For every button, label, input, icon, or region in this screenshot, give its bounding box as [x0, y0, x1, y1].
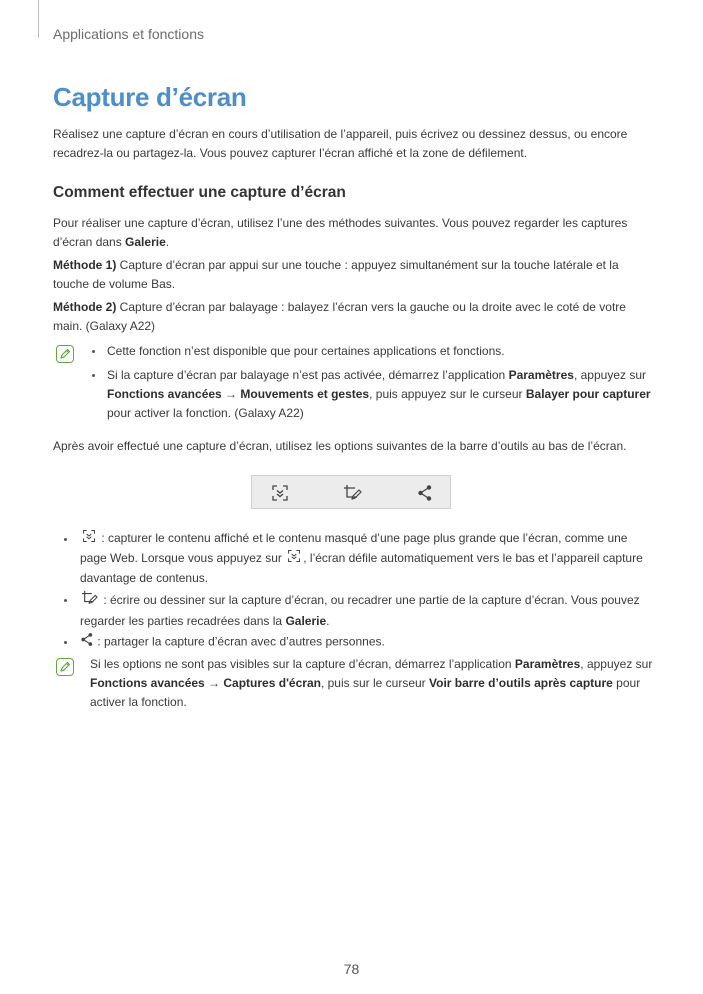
page-number: 78 — [343, 961, 360, 977]
header-rule — [38, 0, 39, 38]
bullet — [64, 599, 67, 602]
edit-crop-icon[interactable] — [343, 484, 361, 502]
share-icon — [80, 632, 94, 653]
option-edit: : écrire ou dessiner sur la capture d’écran, ou recadrer une partie de la capture d’écran. Vous pouvez regarder les parties recadrées dans la Galerie. — [80, 590, 650, 631]
section-heading: Comment effectuer une capture d’écran — [53, 184, 346, 201]
option-share: : partager la capture d’écran avec d’autres personnes. — [80, 632, 650, 653]
after-capture-paragraph: Après avoir effectué une capture d’écran, utilisez les options suivantes de la barre d’outils au bas de l’écran. — [53, 439, 627, 453]
scroll-capture-icon[interactable] — [271, 484, 289, 502]
edit-crop-icon — [80, 590, 100, 612]
bullet — [64, 538, 67, 541]
option-scroll-capture: : capturer le contenu affiché et le contenu masqué d’une page plus grande que l’écran, comme une page Web. Lorsque vous appuyez sur , l’écran défile automatiquement vers le bas et l’appareil capture davantage de contenus. — [80, 529, 650, 588]
intro-paragraph: Réalisez une capture d’écran en cours d’utilisation de l’appareil, puis écrivez ou dessinez dessus, ou encore recadrez-la ou partagez-la. Vous pouvez capturer l’écran affiché et la zone de défilement. — [53, 127, 628, 160]
screenshot-toolbar — [251, 475, 451, 509]
note2-paragraph: Si les options ne sont pas visibles sur la capture d’écran, démarrez l’application Paramètres, appuyez sur Fonctions avancées → Captures d'écran, puis sur le curseur Voir barre d’outils après capture pour activer la fonction. — [90, 657, 653, 709]
note-icon — [56, 658, 74, 676]
method-1: Méthode 1) Capture d’écran par appui sur une touche : appuyez simultanément sur la touche latérale et la touche de volume Bas. — [53, 258, 619, 291]
bullet — [64, 641, 67, 644]
note1-bullet-2: Si la capture d’écran par balayage n’est pas activée, démarrez l’application Paramètres, appuyez sur Fonctions avancées → Mouvements et gestes, puis appuyez sur le curseur Balayer pour capturer pour activer la fonction. (Galaxy A22) — [107, 368, 651, 420]
note1-bullet-1: Cette fonction n’est disponible que pour certaines applications et fonctions. — [107, 344, 505, 358]
bullet — [92, 350, 95, 353]
scroll-capture-icon — [285, 549, 303, 569]
methods-paragraph: Pour réaliser une capture d’écran, utilisez l’une des méthodes suivantes. Vous pouvez regarder les captures d’écran dans Galerie. — [53, 216, 628, 249]
page-title: Capture d’écran — [53, 82, 247, 112]
method-2: Méthode 2) Capture d’écran par balayage : balayez l’écran vers la gauche ou la droite avec le coté de votre main. (Galaxy A22) — [53, 300, 626, 333]
scroll-capture-icon — [80, 529, 98, 549]
gallery-link-text: Galerie — [125, 235, 166, 249]
section-header: Applications et fonctions — [53, 26, 204, 42]
bullet — [92, 374, 95, 377]
share-icon[interactable] — [417, 484, 435, 502]
note-icon — [56, 345, 74, 363]
